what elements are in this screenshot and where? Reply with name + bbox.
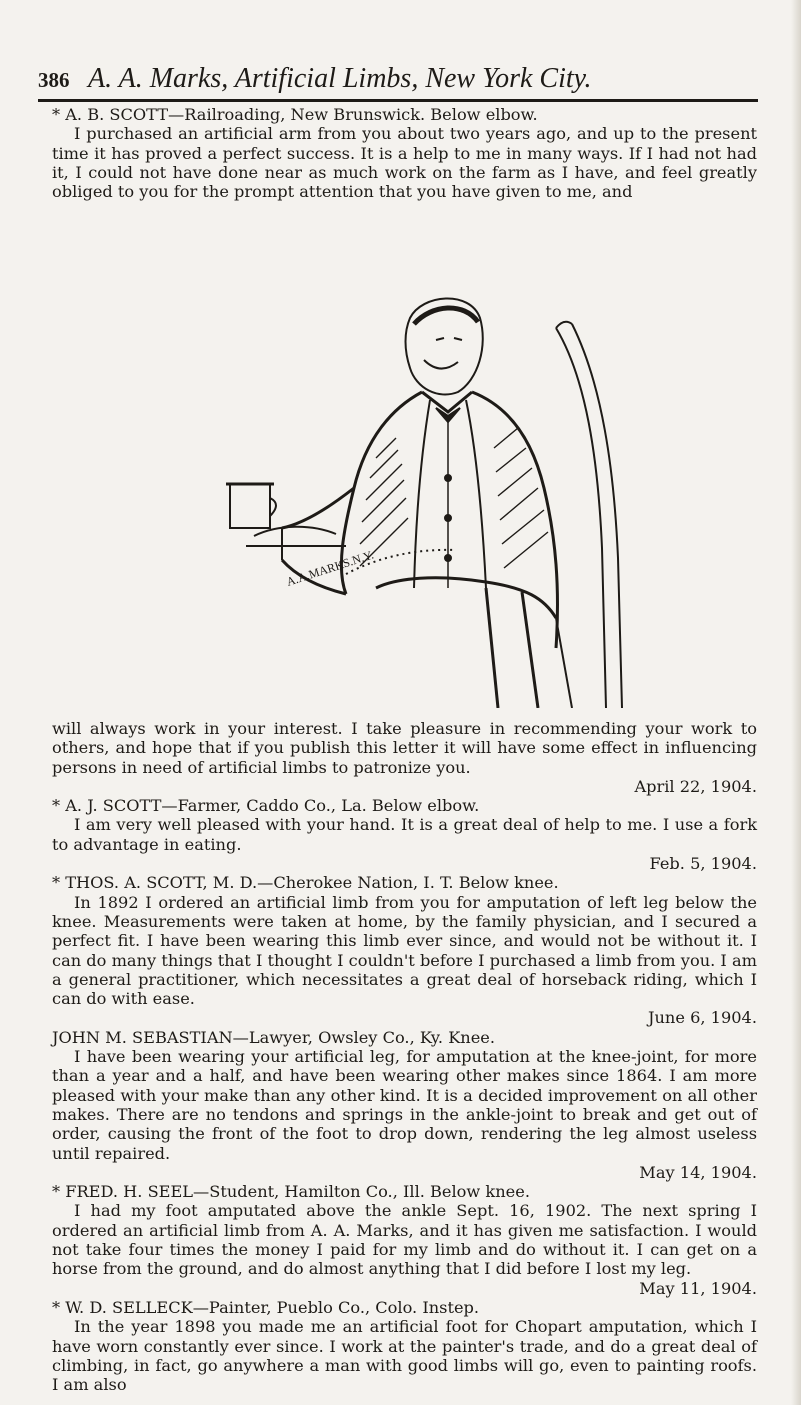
letter-date: June 6, 1904. (648, 1008, 757, 1028)
letter-heading: JOHN M. SEBASTIAN—Lawyer, Owsley Co., Ky. Knee. (52, 1027, 496, 1047)
chair-back-line (556, 328, 606, 708)
letter-heading: * A. J. SCOTT—Farmer, Caddo Co., La. Below elbow. (52, 796, 480, 816)
letter-body: In 1892 I ordered an artificial limb from you for amputation of left leg below the knee. Measurements were taken at home, by the family physician, and I secured a perfect fit. I have been wearing this limb ever since, and would not be without it. I can do many things that I thought I couldn't before I purchased a limb from you. I am a general practitioner, which necessitates a great deal of horseback riding, which I can do with ease. June 6, 1904. (52, 892, 757, 1028)
lap (376, 578, 556, 618)
letter-date: May 14, 1904. (639, 1162, 757, 1182)
text-block-top (52, 105, 757, 201)
page-title: A. A. Marks, Artificial Limbs, New York City. (88, 63, 592, 94)
text-block-bottom (52, 719, 757, 1394)
leg-left (486, 588, 498, 708)
engraving-svg (226, 288, 634, 708)
lapel-right (466, 400, 486, 588)
page-number: 386 (38, 68, 70, 92)
hatching (360, 438, 408, 566)
header-rule (38, 99, 758, 102)
letter-body: I purchased an artificial arm from you about two years ago, and up to the present time it has proved a perfect success. It is a help to me in many ways. If I had not had it, I could not have done near as much work on the farm as I have, and feel greatly obliged to you for the prompt attention that you have given to me, and (52, 124, 757, 202)
lapel-left (414, 400, 430, 588)
engraver-signature: A.A.MARKS.N.Y. (284, 547, 376, 589)
letter-body: will always work in your interest. I take pleasure in recommending your work to others, and hope that if you publish this letter it will have some effect in influencing persons in need of artificial limbs to patronize you. April 22, 1904. (52, 719, 757, 796)
letter-heading: * FRED. H. SEEL—Student, Hamilton Co., Ill. Below knee. (52, 1182, 530, 1202)
upper-arm (282, 488, 354, 528)
cup (230, 484, 270, 528)
leg-right (522, 592, 538, 708)
letter-date: May 11, 1904. (639, 1278, 757, 1298)
engraving-man-with-artificial-arm (226, 288, 634, 708)
page-edge-shadow (791, 0, 801, 1405)
letter-heading: * THOS. A. SCOTT, M. D.—Cherokee Nation, I. T. Below knee. (52, 873, 559, 893)
letter-heading: * A. B. SCOTT—Railroading, New Brunswick. Below elbow. (52, 105, 538, 124)
running-head (38, 64, 758, 94)
letter-body: In the year 1898 you made me an artificial foot for Chopart amputation, which I have worn constantly ever since. I work at the painter's trade, and do a great deal of climbing, in fact, go anywhere a man with good limbs will go, even to painting roofs. I am also (52, 1317, 757, 1395)
letter-body: I am very well pleased with your hand. It is a great deal of help to me. I use a fork to advantage in eating. Feb. 5, 1904. (52, 815, 757, 874)
letter-date: April 22, 1904. (634, 776, 757, 796)
letter-heading: * W. D. SELLECK—Painter, Pueblo Co., Colo. Instep. (52, 1297, 480, 1317)
letter-date: Feb. 5, 1904. (649, 854, 757, 874)
letter-body: I had my foot amputated above the ankle Sept. 16, 1902. The next spring I ordered an artificial limb from A. A. Marks, and it has given me satisfaction. I would not take four times the money I paid for my limb and do without it. I can get on a horse from the ground, and do almost anything that I did before I lost my leg. May 11, 1904. (52, 1201, 757, 1298)
letter-body: I have been wearing your artificial leg, for amputation at the knee-joint, for more than a year and a half, and have been wearing other makes since 1864. I am more pleased with your make than any other kind. It is a decided improvement on all other makes. There are no tendons and springs in the ankle-joint to break and get out of order, causing the front of the foot to drop down, rendering the leg almost useless until repaired. May 14, 1904. (52, 1047, 757, 1182)
